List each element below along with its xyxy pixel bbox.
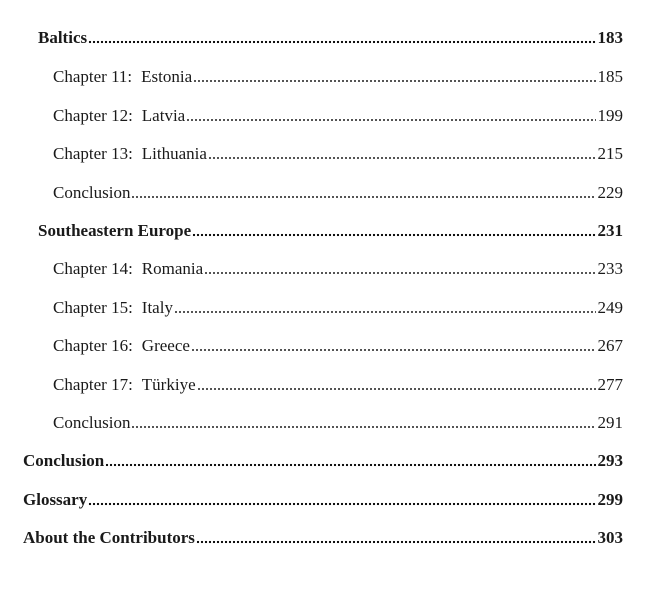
toc-entry-title	[53, 182, 130, 204]
toc-entry-chapter-15	[53, 297, 623, 319]
toc-entry-title	[53, 66, 192, 88]
toc-entry-chapter-number: Chapter 12:	[53, 106, 133, 125]
toc-entry-chapter-number: Chapter 11:	[53, 67, 133, 86]
dot-leader	[204, 271, 595, 275]
toc-entry-page: 215	[597, 144, 623, 163]
dot-leader	[88, 502, 595, 506]
toc-entry-chapter-14	[53, 258, 623, 280]
toc-entry-title	[38, 220, 191, 242]
toc-entry-title	[53, 412, 130, 434]
toc-entry-title	[38, 27, 87, 49]
toc-entry-chapter-17	[53, 374, 623, 396]
toc-entry-label: Latvia	[141, 106, 186, 125]
dot-leader	[131, 425, 595, 429]
toc-entry-title	[53, 258, 203, 280]
toc-entry-label: Glossary	[23, 490, 88, 509]
toc-entry-title	[53, 335, 190, 357]
toc-entry-chapter-number: Chapter 16:	[53, 336, 133, 355]
toc-entry-conclusion	[23, 450, 623, 472]
toc-entry-chapter-11	[53, 66, 623, 88]
toc-entry-label: Southeastern Europe	[38, 221, 192, 240]
toc-entry-page: 233	[597, 259, 623, 278]
toc-entry-title	[23, 489, 87, 511]
dot-leader	[174, 310, 596, 314]
toc-entry-southeastern-europe	[38, 220, 623, 242]
toc-entry-label: Baltics	[38, 28, 88, 47]
toc-entry-chapter-12	[53, 105, 623, 127]
toc-entry-baltics	[38, 27, 623, 49]
toc-entry-label: Greece	[141, 336, 190, 355]
toc-entry-page: 267	[597, 336, 623, 355]
toc-entry-chapter-number: Chapter 15:	[53, 298, 133, 317]
dot-leader	[191, 348, 596, 352]
toc-entry-page: 231	[597, 221, 623, 240]
toc-entry-page: 293	[597, 451, 623, 470]
toc-entry-page: 229	[597, 183, 623, 202]
toc-entry-chapter-16	[53, 335, 623, 357]
toc-entry-label: Estonia	[141, 67, 193, 86]
toc-entry-label: Lithuania	[141, 144, 207, 163]
toc-entry-page: 299	[597, 490, 623, 509]
toc-entry-chapter-13	[53, 143, 623, 165]
toc-entry-title	[53, 105, 185, 127]
toc-entry-label: Conclusion	[23, 451, 105, 470]
toc-entry-chapter-number: Chapter 13:	[53, 144, 133, 163]
toc-entry-baltics-conclusion	[53, 182, 623, 204]
dot-leader	[196, 540, 596, 544]
toc-entry-glossary	[23, 489, 623, 511]
toc-entry-label: Italy	[141, 298, 173, 317]
toc-entry-chapter-number: Chapter 17:	[53, 375, 133, 394]
toc-entry-label: Conclusion	[53, 413, 131, 432]
toc-entry-page: 183	[597, 28, 623, 47]
toc-entry-title	[23, 450, 104, 472]
toc-entry-page: 303	[597, 528, 623, 547]
toc-entry-label: Conclusion	[53, 183, 131, 202]
toc-entry-page: 249	[597, 298, 623, 317]
toc-entry-title	[53, 374, 196, 396]
dot-leader	[197, 387, 596, 391]
toc-entry-southeastern-conclusion	[53, 412, 623, 434]
dot-leader	[192, 233, 595, 237]
toc-entry-chapter-number: Chapter 14:	[53, 259, 133, 278]
toc-entry-page: 199	[597, 106, 623, 125]
toc-entry-title	[53, 143, 207, 165]
dot-leader	[105, 463, 595, 467]
dot-leader	[131, 195, 595, 199]
toc-entry-label: About the Contributors	[23, 528, 195, 547]
toc-entry-page: 291	[597, 413, 623, 432]
dot-leader	[193, 79, 595, 83]
dot-leader	[88, 40, 595, 44]
toc-entry-title	[53, 297, 173, 319]
toc-entry-page: 277	[597, 375, 623, 394]
toc-entry-title	[23, 527, 195, 549]
toc-entry-page: 185	[597, 67, 623, 86]
toc-entry-label: Romania	[141, 259, 204, 278]
toc-entry-about-the-contributors	[23, 527, 623, 549]
dot-leader	[186, 118, 595, 122]
dot-leader	[208, 156, 596, 160]
toc-entry-label: Türkiye	[141, 375, 196, 394]
